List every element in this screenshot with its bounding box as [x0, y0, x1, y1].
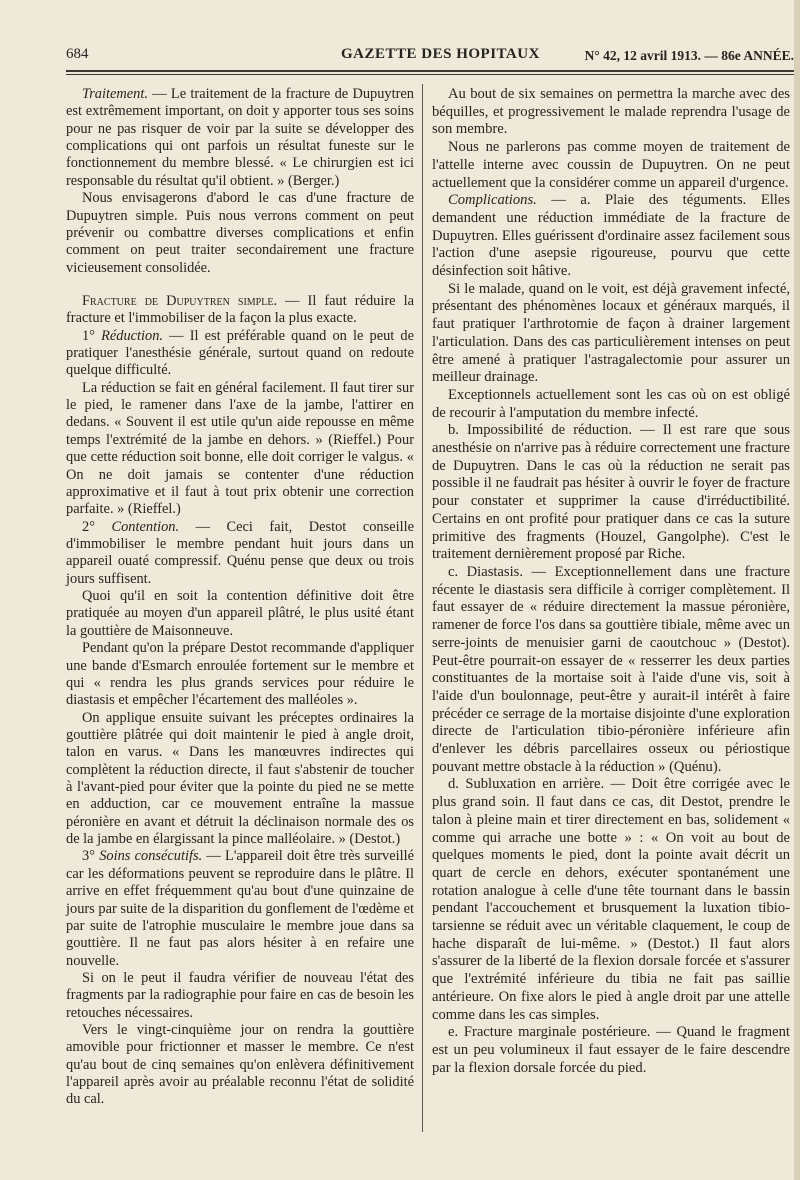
paragraph — [66, 86, 414, 190]
paragraph-text: On applique ensuite suivant les préceptes ordinaires la gouttière plâtrée qui doit maintenir le pied à angle droit, talon en varus. « Dans les manœuvres indirectes qui complètent la réduction directe, il faut s'abstenir de toucher à l'avant-pied pour éviter que la pointe du pied ne se mette en adduction, car ce mouvement entraîne la massue péronière en avant et détruit la déclinaison normale des os de la jambe en élargissant la pince malléolaire. » (Destot.) — [66, 709, 414, 848]
paragraph — [66, 328, 414, 380]
paragraph-lead: Contention. — [111, 518, 180, 535]
paragraph-text: — Le traitement de la fracture de Dupuytren est extrêmement important, on doit y apporter tous ses soins pour ne pas risquer de voir par la suite se développer des complications qui ont parfois un résultat funeste sur le fonctionnement du membre blessé. « Le chirurgien est ici responsable du résultat qu'il obtient. » (Berger.) — [66, 86, 414, 189]
paragraph — [432, 192, 790, 281]
paragraph-text: — Ceci fait, Destot conseille d'immobiliser le membre pendant huit jours dans un appareil ouaté compressif. Quénu pense que deux ou trois jours suffisent. — [66, 518, 414, 587]
page-edge — [794, 0, 800, 1180]
paragraph-text: Vers le vingt-cinquième jour on rendra la gouttière amovible pour frictionner et masser le membre. Ce n'est qu'au bout de cinq semaines qu'on enlèvera définitivement l'appareil après avoir au préalable reconnu l'état de solidité du cal. — [66, 1022, 414, 1108]
paragraph-text: — a. Plaie des téguments. Elles demandent une réduction immédiate de la fracture de Dupuytren. Elles guérissent d'ordinaire assez facilement sous l'action d'une asepsie rigoureuse, pourvu que cette désinfection soit hâtive. — [432, 192, 790, 280]
right-column — [432, 86, 790, 1077]
paragraph — [66, 848, 414, 970]
paragraph-text: Si on le peut il faudra vérifier de nouveau l'état des fragments par la radiographie pour faire en cas de besoin les retouches nécessaires. — [66, 969, 414, 1021]
page-number: 684 — [66, 46, 89, 62]
paragraph-number: 3° — [82, 848, 100, 865]
paragraph-text: c. Diastasis. — Exceptionnellement dans une fracture récente le diastasis sera difficile à corriger complètement. Il faut essayer de « réduire directement la massue péronière, ramener de force l'os dans sa gouttière tibiale, même avec un serre-joints de menuisier garni de caoutchouc » (Destot). Peut-être pourrait-on essayer de « resserrer les deux parties constituantes de la mortaise soit à l'aide d'une vis, soit à l'aide d'un boulonnage, peut-être y aurait-il intérêt à faire précéder ce serrage de la mortaise disjointe d'une exploration directe de l'articulation tibio-péronière inférieure afin d'enlever les débris parcellaires osseux ou périostique pouvant mettre obstacle à la réduction » (Quénu). — [432, 563, 790, 775]
paragraph — [66, 640, 414, 709]
column-divider — [422, 84, 423, 1132]
paragraph — [66, 588, 414, 640]
paragraph — [66, 293, 414, 328]
paragraph — [66, 710, 414, 849]
paragraph — [432, 1024, 790, 1077]
paragraph — [66, 519, 414, 588]
paragraph — [66, 380, 414, 519]
page-header — [66, 42, 794, 66]
paragraph — [432, 564, 790, 776]
left-column — [66, 86, 414, 1109]
issue-info: N° 42, 12 avril 1913. — 86e ANNÉE. — [584, 48, 794, 63]
paragraph — [432, 139, 790, 192]
paragraph — [432, 387, 790, 422]
header-rule-thin — [66, 74, 794, 75]
header-rule — [66, 70, 794, 72]
paragraph-text: Nous ne parlerons pas comme moyen de traitement de l'attelle interne avec coussin de Dupuytren. On ne peut actuellement que la considérer comme un appareil d'urgence. — [432, 139, 790, 191]
paragraph-text: d. Subluxation en arrière. — Doit être corrigée avec le plus grand soin. Il faut dans ce cas, dit Destot, prendre le talon à pleine main et tirer directement en bas, solidement « comme qui arrache une botte » : « On voit au bout de quelques moments le pied, dont la pointe avait décrit un quart de cercle en dehors, exécuter spontanément une rotation analogue à celle d'une tête tournant dans le bassin pendant l'accouchement et brusquement la luxation tibio-tarsienne se réduit avec un véritable claquement, le coup de hache disparaît de lui-même. » (Destot.) Il faut alors s'assurer de la liberté de la flexion dorsale forcée et s'assurer que l'extrémité inférieure du tibia ne fait pas saillie antérieure. On fixe alors le pied à angle droit par une attelle comme dans les cas simples. — [432, 776, 790, 1023]
paragraph-text: Si le malade, quand on le voit, est déjà gravement infecté, présentant des phénomènes locaux et généraux marqués, il faut pratiquer l'arthrotomie de façon à drainer largement l'articulation. Dans des cas particulièrement intenses on peut être amené à pratiquer l'astragalectomie pour assurer un meilleur drainage. — [432, 280, 790, 386]
paragraph — [432, 281, 790, 387]
paragraph-text: — Il est préférable quand on le peut de pratiquer l'anesthésie générale, surtout quand on redoute quelque difficulté. — [66, 327, 414, 379]
paragraph — [66, 970, 414, 1022]
paragraph-lead: Traitement. — [82, 86, 148, 102]
paragraph — [432, 776, 790, 1024]
paragraph-lead: Réduction. — [101, 327, 164, 344]
paragraph — [66, 1022, 414, 1109]
paragraph-text: Nous envisagerons d'abord le cas d'une fracture de Dupuytren simple. Puis nous verrons comment on peut prévenir ou combattre diverses complications et enfin comment on peut traiter secondairement une fracture vicieusement consolidée. — [66, 190, 414, 276]
paragraph-text: Pendant qu'on la prépare Destot recommande d'appliquer une bande d'Esmarch enroulée fortement sur le membre et qui « rendra les plus grands services pour réduire le diastasis et empêcher l'écartement des malléoles ». — [66, 640, 414, 709]
paragraph-number: 1° — [82, 327, 102, 344]
paragraph — [66, 190, 414, 277]
paragraph-text: La réduction se fait en général facilement. Il faut tirer sur le pied, le ramener dans l'axe de la jambe, l'attirer en dedans. « Souvent il est utile qu'un aide repousse en même temps l'extrémité de la jambe en dehors. » (Rieffel.) Pour que cette réduction soit bonne, elle doit corriger le valgus. « On ne doit jamais se contenter d'une réduction approximative et il faut à tout prix obtenir une correction parfaite. » (Rieffel.) — [66, 379, 414, 518]
paragraph — [432, 86, 790, 139]
paragraph-text: — Il faut réduire la fracture et l'immobiliser de la façon la plus exacte. — [66, 292, 414, 327]
paragraph-text: Quoi qu'il en soit la contention définitive doit être pratiquée au moyen d'un appareil plâtré, le plus usité étant la gouttière de Maisonneuve. — [66, 588, 414, 639]
paragraph-text: — L'appareil doit être très surveillé car les déformations peuvent se reproduire dans le plâtre. Il arrive en effet fréquemment qu'au bout d'une quinzaine de jours par suite de la disparition du gonflement de l'œdème et par suite de l'atrophie musculaire le membre joue dans sa gouttière. Il ne faut pas alors hésiter à en refaire une nouvelle. — [66, 848, 414, 969]
paragraph-text: e. Fracture marginale postérieure. — Quand le fragment est un peu volumineux il faut essayer de le faire descendre par la flexion dorsale forcée du pied. — [432, 1024, 790, 1076]
paragraph-number: 2° — [82, 518, 112, 535]
journal-title: GAZETTE DES HOPITAUX — [341, 46, 540, 62]
paragraph-lead: Complications. — [448, 192, 537, 209]
paragraph-text: Exceptionnels actuellement sont les cas où on est obligé de recourir à l'amputation du membre infecté. — [432, 386, 790, 421]
paragraph-text: Au bout de six semaines on permettra la marche avec des béquilles, et progressivement le malade reprendra l'usage de son membre. — [432, 86, 790, 138]
paragraph-text: b. Impossibilité de réduction. — Il est rare que sous anesthésie on n'arrive pas à réduire correctement une fracture de Dupuytren. Dans le cas où la réduction ne serait pas possible il ne faudrait pas hésiter à ouvrir le foyer de fracture pour constater et supprimer la cause d'irréductibilité. Certains en ont profité pour pratiquer dans ce cas la suture primitive des fragments (Houzel, Gangolphe). C'est le traitement dernièrement proposé par Riche. — [432, 422, 790, 563]
section-heading: Fracture de Dupuytren simple. — [82, 292, 278, 309]
paragraph — [432, 422, 790, 564]
paragraph-lead: Soins consécutifs. — [99, 848, 203, 865]
